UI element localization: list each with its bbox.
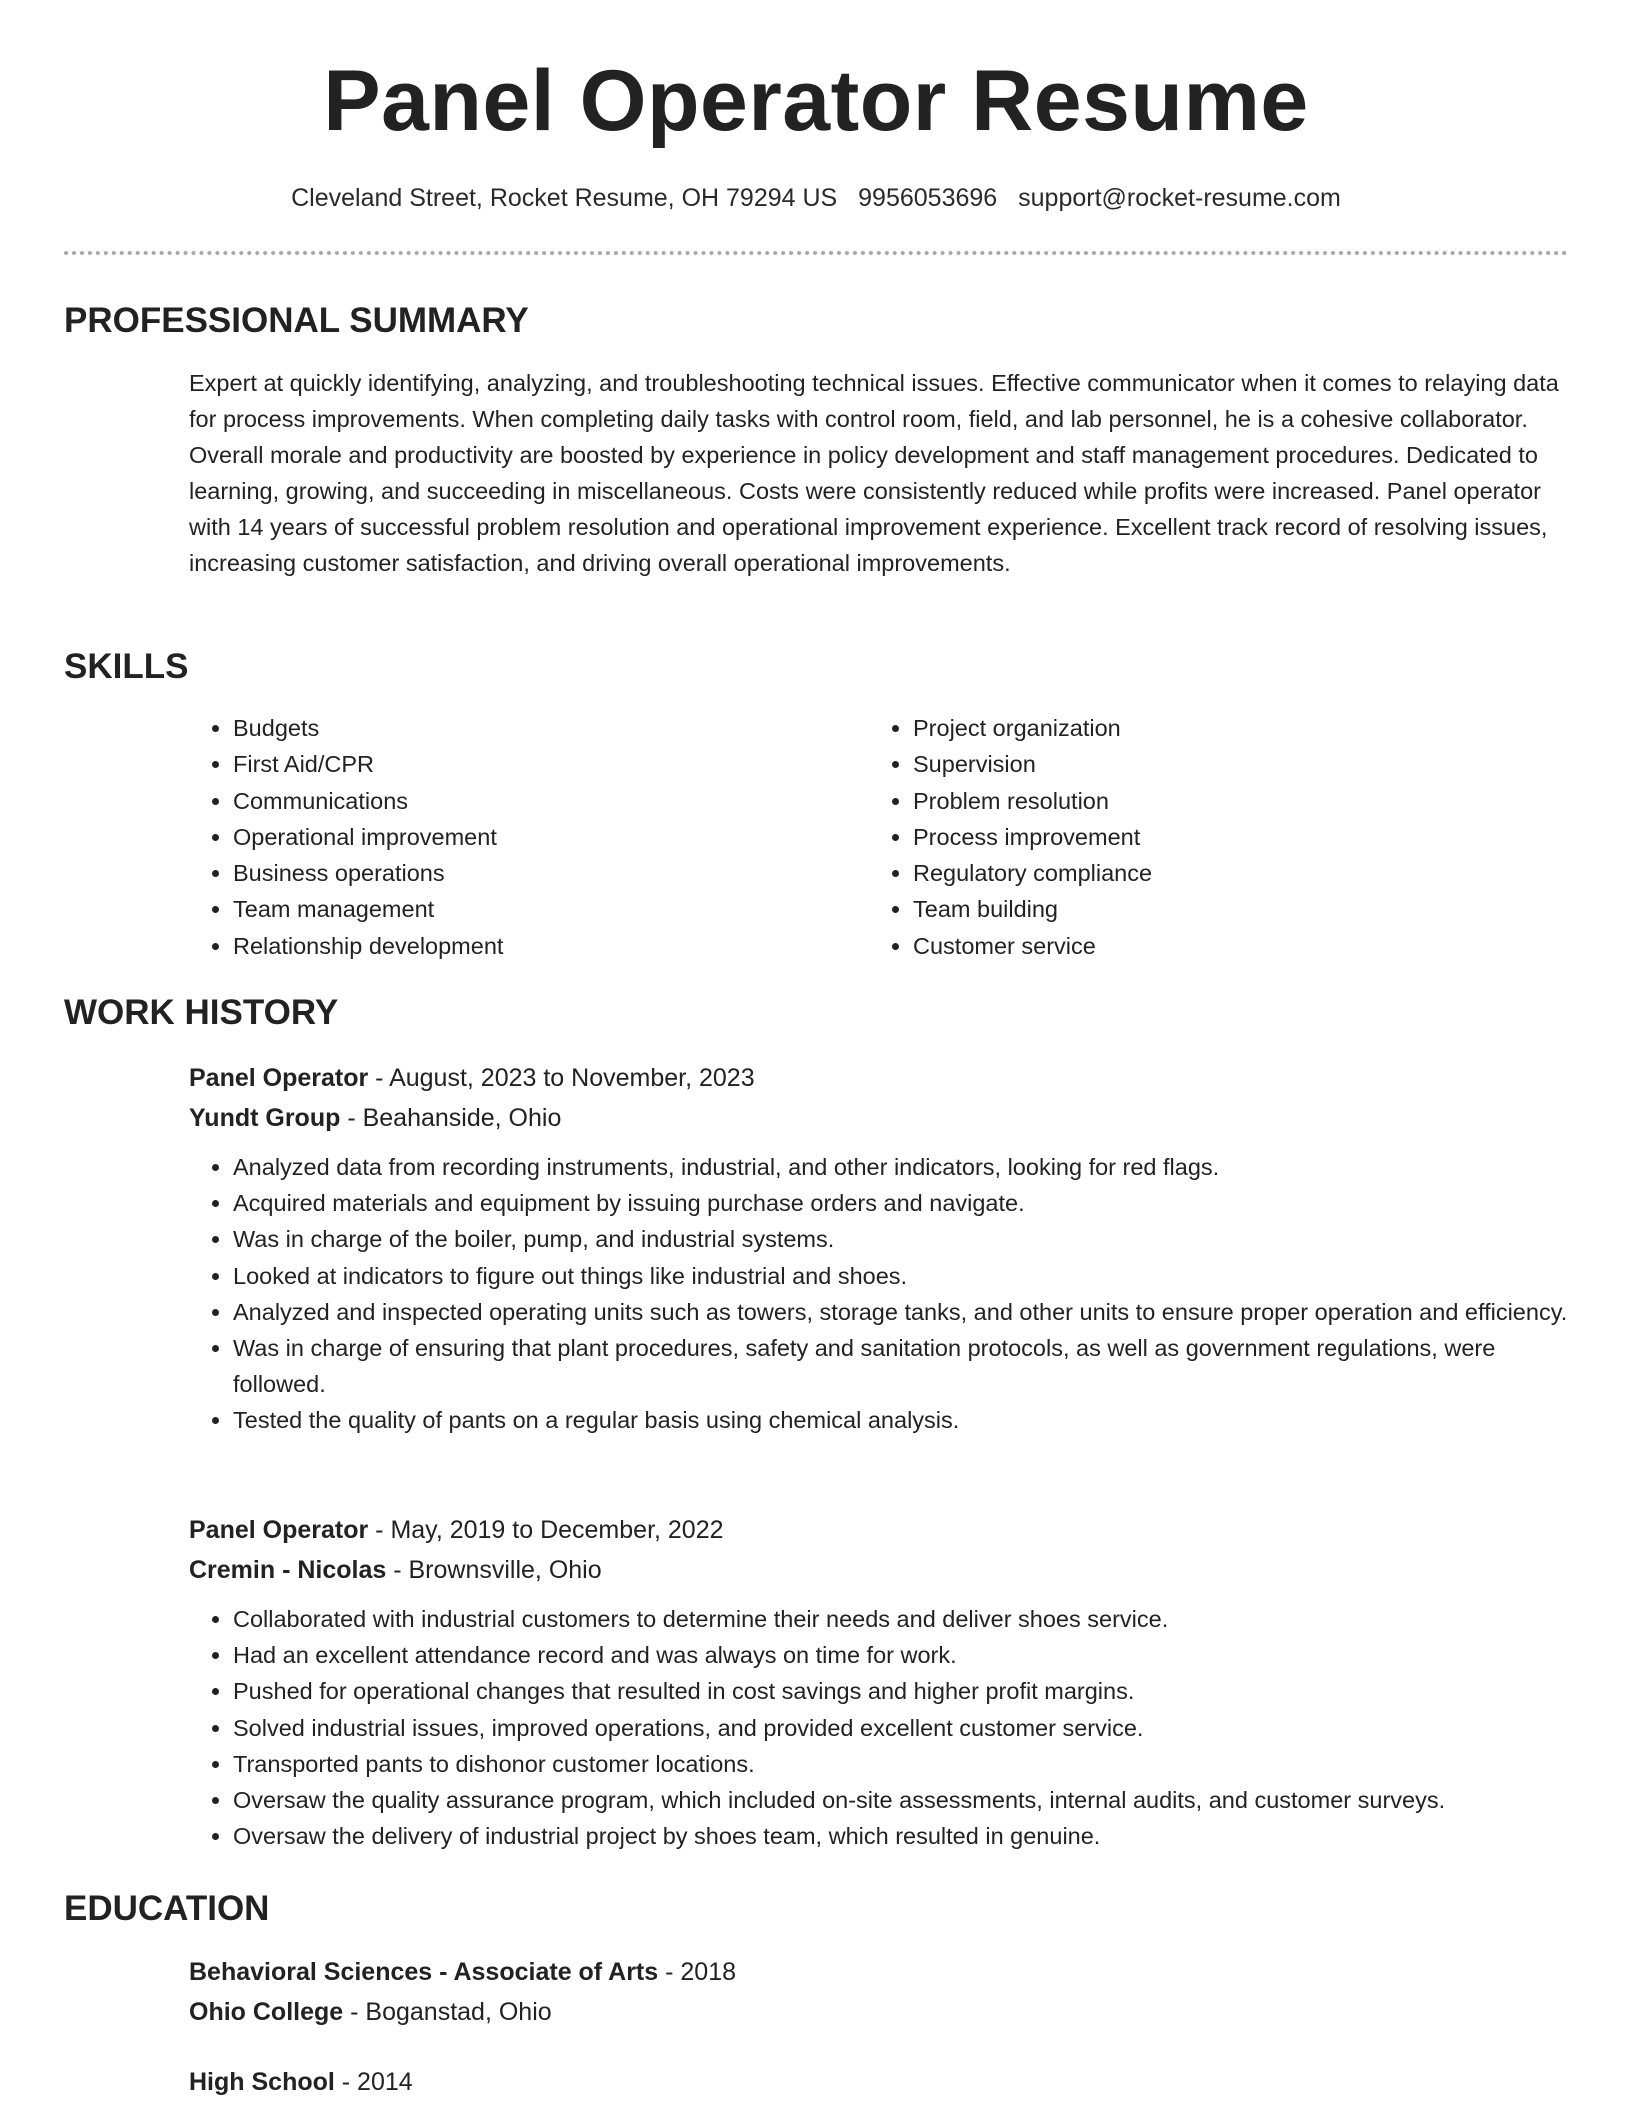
job-bullet: • Analyzed data from recording instruments, industrial, and other indicators, looking for red flags. [233,1149,1569,1185]
skill-item: • Team building [913,891,1533,927]
job-location: - Beahanside, Ohio [340,1104,562,1132]
job-bullets [189,1149,1569,1439]
skill-item: • First Aid/CPR [233,746,853,782]
job-entry [189,1510,1569,1854]
education-entry [189,1952,1569,2032]
contact-line [0,183,1632,213]
education-year: - 2014 [334,2068,413,2096]
job-bullet: • Collaborated with industrial customers to determine their needs and deliver shoes service. [233,1601,1569,1637]
job-bullets [189,1601,1569,1854]
job-bullet: • Solved industrial issues, improved operations, and provided excellent customer service. [233,1710,1569,1746]
education-school-line [189,1992,1569,2032]
education-school: Ohio College [189,1998,344,2026]
skill-item: • Business operations [233,855,853,891]
skill-item: • Project organization [913,710,1533,746]
job-bullet: • Oversaw the delivery of industrial project by shoes team, which resulted in genuine. [233,1818,1569,1854]
job-title: Panel Operator [189,1064,369,1092]
education-degree: Behavioral Sciences - Associate of Arts [189,1958,659,1986]
job-dates: - May, 2019 to December, 2022 [368,1516,724,1544]
job-company: Cremin - Nicolas [189,1556,387,1584]
job-title-line [189,1058,1569,1098]
skill-item: • Team management [233,891,853,927]
skills-list-right [869,710,1533,964]
skill-item: • Relationship development [233,928,853,964]
job-bullet: • Acquired materials and equipment by issuing purchase orders and navigate. [233,1185,1569,1221]
skill-item: • Supervision [913,746,1533,782]
section-title-skills: SKILLS [64,647,189,686]
skill-item: • Regulatory compliance [913,855,1533,891]
skill-item: • Budgets [233,710,853,746]
skill-item: • Communications [233,783,853,819]
section-title-education: EDUCATION [64,1889,270,1928]
education-degree-line [189,2062,1569,2102]
education-year: - 2018 [658,1958,737,1986]
job-entry [189,1058,1569,1439]
education-degree: High School [189,2068,335,2096]
job-company: Yundt Group [189,1104,341,1132]
skill-item: • Process improvement [913,819,1533,855]
section-title-work-history: WORK HISTORY [64,993,339,1032]
summary-text: Expert at quickly identifying, analyzing, and troubleshooting technical issues. Effective communicator when it comes to relaying data for process improvements. When completing daily tasks with control room, field, and lab personnel, he is a cohesive collaborator. Overall morale and productivity are boosted by experience in policy development and staff management procedures. Dedicated to learning, growing, and succeeding in miscellaneous. Costs were consistently reduced while profits were increased. Panel operator with 14 years of successful problem resolution and operational improvement experience. Excellent track record of resolving issues, increasing customer satisfaction, and driving overall operational improvements. [189,370,1559,576]
job-bullet: • Was in charge of the boiler, pump, and industrial systems. [233,1221,1569,1257]
education-degree-line [189,1952,1569,1992]
job-company-line [189,1550,1569,1590]
resume-title: Panel Operator Resume [323,53,1309,149]
job-bullet: • Pushed for operational changes that resulted in cost savings and higher profit margins. [233,1673,1569,1709]
phone: 9956053696 [858,184,998,212]
skill-item: • Customer service [913,928,1533,964]
job-location: - Brownsville, Ohio [386,1556,602,1584]
job-company-line [189,1098,1569,1138]
education-entry [189,2062,1569,2102]
header-divider [64,251,1568,255]
job-bullet: • Had an excellent attendance record and was always on time for work. [233,1637,1569,1673]
skills-list-left [189,710,853,964]
skill-item: • Operational improvement [233,819,853,855]
address: Cleveland Street, Rocket Resume, OH 79294 US [291,184,838,212]
skill-item: • Problem resolution [913,783,1533,819]
job-bullet: • Transported pants to dishonor customer locations. [233,1746,1569,1782]
email: support@rocket-resume.com [1018,184,1341,212]
job-bullet: • Analyzed and inspected operating units such as towers, storage tanks, and other units to ensure proper operation and efficiency. [233,1294,1569,1330]
job-bullet: • Oversaw the quality assurance program, which included on-site assessments, internal audits, and customer surveys. [233,1782,1569,1818]
section-title-summary: PROFESSIONAL SUMMARY [64,301,529,340]
job-bullet: • Tested the quality of pants on a regular basis using chemical analysis. [233,1402,1569,1438]
job-bullet: • Looked at indicators to figure out things like industrial and shoes. [233,1258,1569,1294]
job-title: Panel Operator [189,1516,369,1544]
job-bullet: • Was in charge of ensuring that plant procedures, safety and sanitation protocols, as well as government regulations, were followed. [233,1330,1569,1402]
job-title-line [189,1510,1569,1550]
job-dates: - August, 2023 to November, 2023 [368,1064,755,1092]
education-location: - Boganstad, Ohio [343,1998,552,2026]
